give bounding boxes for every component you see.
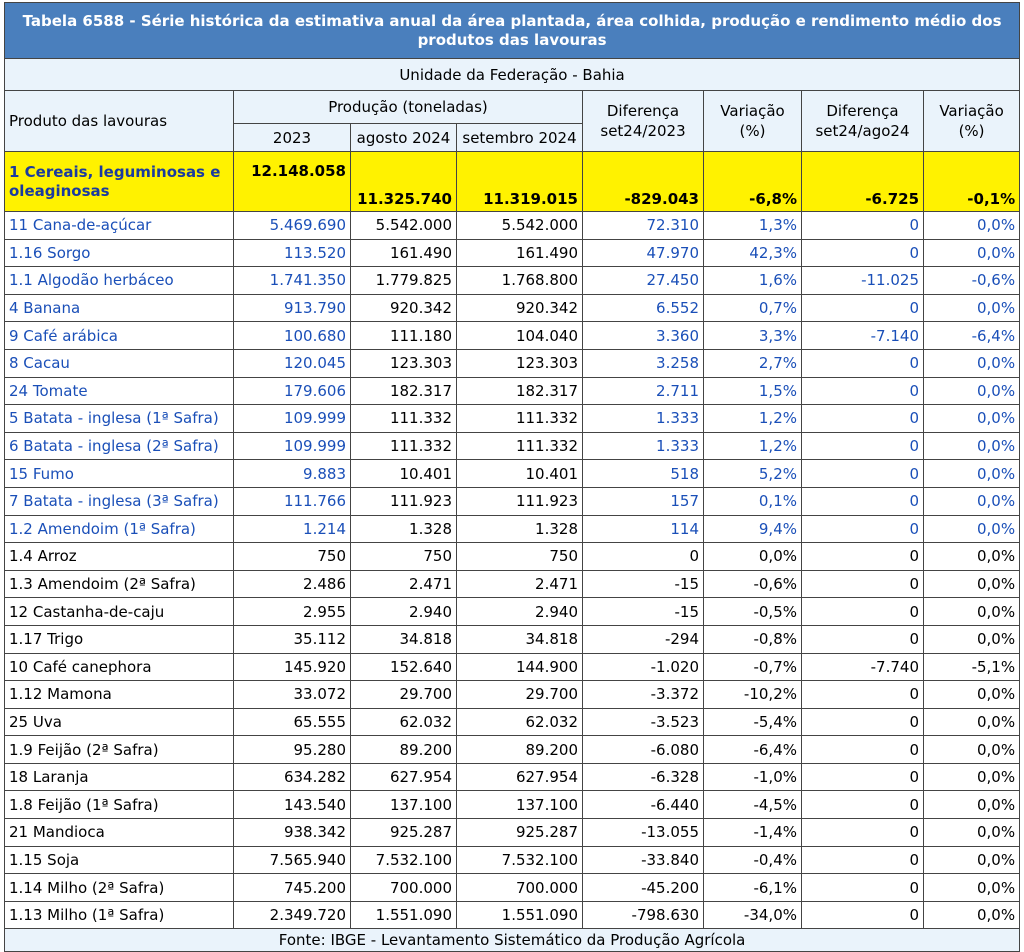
cell-value-sep-2024: 182.317 — [457, 377, 583, 405]
table-row — [5, 349, 1020, 377]
cell-variation-ago24: 0,0% — [924, 819, 1020, 847]
cell-value-sep-2024: 10.401 — [457, 460, 583, 488]
cell-value-aug-2024: 1.779.825 — [351, 267, 457, 295]
cell-diff-ago24: 0 — [802, 377, 924, 405]
cell-value-sep-2024: 925.287 — [457, 819, 583, 847]
cell-variation-2023: -6,4% — [704, 736, 802, 764]
cell-variation-ago24: 0,0% — [924, 239, 1020, 267]
cell-value-sep-2024: 111.332 — [457, 405, 583, 433]
header-product: Produto das lavouras — [5, 91, 234, 152]
cell-variation-ago24: 0,0% — [924, 846, 1020, 874]
cell-diff-2023: 3.258 — [583, 349, 704, 377]
cell-product: 1.13 Milho (1ª Safra) — [5, 901, 234, 929]
cell-product: 1.2 Amendoim (1ª Safra) — [5, 515, 234, 543]
cell-diff-2023: -15 — [583, 598, 704, 626]
cell-diff-ago24: 0 — [802, 515, 924, 543]
cell-product: 1.3 Amendoim (2ª Safra) — [5, 570, 234, 598]
cell-value-2023: 65.555 — [234, 708, 351, 736]
cell-product: 21 Mandioca — [5, 819, 234, 847]
table-row — [5, 515, 1020, 543]
cell-value-2023: 111.766 — [234, 487, 351, 515]
cell-variation-ago24: 0,0% — [924, 543, 1020, 571]
table-row — [5, 460, 1020, 488]
cell-variation-2023: -1,0% — [704, 763, 802, 791]
cell-variation-2023: 2,7% — [704, 349, 802, 377]
table-row — [5, 405, 1020, 433]
cell-value-sep-2024: 700.000 — [457, 874, 583, 902]
cell-value-sep-2024: 7.532.100 — [457, 846, 583, 874]
cell-value-aug-2024: 62.032 — [351, 708, 457, 736]
cell-diff-2023: 72.310 — [583, 212, 704, 240]
table-row — [5, 708, 1020, 736]
cell-value-2023: 179.606 — [234, 377, 351, 405]
cell-variation-2023: -0,5% — [704, 598, 802, 626]
cell-product: 18 Laranja — [5, 763, 234, 791]
table-row — [5, 377, 1020, 405]
cell-value-aug-2024: 7.532.100 — [351, 846, 457, 874]
cell-value-2023: 1.214 — [234, 515, 351, 543]
header-production: Produção (toneladas) — [234, 91, 583, 124]
cell-diff-ago24: 0 — [802, 708, 924, 736]
table-row — [5, 681, 1020, 709]
cell-value-sep-2024: 111.332 — [457, 432, 583, 460]
cell-value-sep-2024: 144.900 — [457, 653, 583, 681]
cell-variation-ago24: 0,0% — [924, 625, 1020, 653]
cell-value-sep-2024: 5.542.000 — [457, 212, 583, 240]
cell-variation-2023: 1,2% — [704, 432, 802, 460]
cell-value-2023: 5.469.690 — [234, 212, 351, 240]
cell-value-aug-2024: 111.332 — [351, 405, 457, 433]
cell-variation-ago24: 0,0% — [924, 736, 1020, 764]
cell-product: 1.16 Sorgo — [5, 239, 234, 267]
highlight-sep-2024: 11.319.015 — [457, 152, 583, 212]
table-subtitle: Unidade da Federação - Bahia — [5, 59, 1020, 91]
cell-value-aug-2024: 700.000 — [351, 874, 457, 902]
cell-value-2023: 109.999 — [234, 405, 351, 433]
cell-value-sep-2024: 750 — [457, 543, 583, 571]
cell-value-aug-2024: 5.542.000 — [351, 212, 457, 240]
table-row — [5, 294, 1020, 322]
cell-product: 6 Batata - inglesa (2ª Safra) — [5, 432, 234, 460]
cell-value-sep-2024: 123.303 — [457, 349, 583, 377]
cell-product: 4 Banana — [5, 294, 234, 322]
cell-value-aug-2024: 1.328 — [351, 515, 457, 543]
cell-value-sep-2024: 104.040 — [457, 322, 583, 350]
cell-value-2023: 2.486 — [234, 570, 351, 598]
cell-diff-2023: -6.328 — [583, 763, 704, 791]
cell-value-sep-2024: 161.490 — [457, 239, 583, 267]
cell-variation-2023: -0,7% — [704, 653, 802, 681]
cell-product: 1.4 Arroz — [5, 543, 234, 571]
production-table — [4, 2, 1020, 952]
cell-value-sep-2024: 1.328 — [457, 515, 583, 543]
cell-value-2023: 7.565.940 — [234, 846, 351, 874]
cell-diff-2023: -45.200 — [583, 874, 704, 902]
cell-diff-ago24: 0 — [802, 487, 924, 515]
cell-variation-ago24: 0,0% — [924, 763, 1020, 791]
cell-variation-ago24: 0,0% — [924, 349, 1020, 377]
table-row — [5, 653, 1020, 681]
header-variation-ago24: Variação (%) — [924, 91, 1020, 152]
cell-value-2023: 120.045 — [234, 349, 351, 377]
cell-variation-ago24: 0,0% — [924, 212, 1020, 240]
cell-diff-2023: -15 — [583, 570, 704, 598]
table-row — [5, 846, 1020, 874]
cell-variation-2023: 1,6% — [704, 267, 802, 295]
cell-value-aug-2024: 123.303 — [351, 349, 457, 377]
table-row — [5, 322, 1020, 350]
cell-value-aug-2024: 111.923 — [351, 487, 457, 515]
highlight-variation-2023: -6,8% — [704, 152, 802, 212]
table-row — [5, 901, 1020, 929]
cell-diff-ago24: 0 — [802, 819, 924, 847]
cell-product: 10 Café canephora — [5, 653, 234, 681]
cell-variation-2023: 42,3% — [704, 239, 802, 267]
cell-product: 11 Cana-de-açúcar — [5, 212, 234, 240]
cell-diff-ago24: 0 — [802, 874, 924, 902]
cell-diff-ago24: 0 — [802, 543, 924, 571]
header-2023: 2023 — [234, 124, 351, 152]
cell-diff-ago24: 0 — [802, 239, 924, 267]
cell-variation-ago24: 0,0% — [924, 487, 1020, 515]
header-aug-2024: agosto 2024 — [351, 124, 457, 152]
cell-diff-2023: -798.630 — [583, 901, 704, 929]
cell-value-2023: 938.342 — [234, 819, 351, 847]
header-variation-2023: Variação (%) — [704, 91, 802, 152]
cell-value-sep-2024: 29.700 — [457, 681, 583, 709]
table-row — [5, 570, 1020, 598]
cell-value-2023: 2.349.720 — [234, 901, 351, 929]
cell-value-aug-2024: 1.551.090 — [351, 901, 457, 929]
cell-diff-2023: 6.552 — [583, 294, 704, 322]
cell-diff-ago24: 0 — [802, 901, 924, 929]
cell-diff-2023: 1.333 — [583, 432, 704, 460]
cell-value-2023: 745.200 — [234, 874, 351, 902]
cell-diff-ago24: 0 — [802, 212, 924, 240]
cell-diff-ago24: 0 — [802, 791, 924, 819]
cell-diff-2023: -3.372 — [583, 681, 704, 709]
cell-diff-ago24: 0 — [802, 432, 924, 460]
cell-product: 5 Batata - inglesa (1ª Safra) — [5, 405, 234, 433]
cell-diff-ago24: 0 — [802, 294, 924, 322]
cell-variation-ago24: 0,0% — [924, 570, 1020, 598]
cell-value-2023: 634.282 — [234, 763, 351, 791]
cell-value-aug-2024: 111.180 — [351, 322, 457, 350]
cell-diff-2023: -1.020 — [583, 653, 704, 681]
cell-value-2023: 9.883 — [234, 460, 351, 488]
cell-product: 1.12 Mamona — [5, 681, 234, 709]
cell-product: 1.8 Feijão (1ª Safra) — [5, 791, 234, 819]
table-row — [5, 874, 1020, 902]
table-row — [5, 763, 1020, 791]
cell-value-2023: 35.112 — [234, 625, 351, 653]
cell-diff-ago24: -7.140 — [802, 322, 924, 350]
cell-diff-ago24: 0 — [802, 763, 924, 791]
cell-value-sep-2024: 627.954 — [457, 763, 583, 791]
cell-diff-2023: 114 — [583, 515, 704, 543]
table-row — [5, 432, 1020, 460]
cell-diff-2023: 47.970 — [583, 239, 704, 267]
cell-value-aug-2024: 2.471 — [351, 570, 457, 598]
cell-diff-ago24: -7.740 — [802, 653, 924, 681]
cell-value-sep-2024: 920.342 — [457, 294, 583, 322]
cell-diff-2023: -33.840 — [583, 846, 704, 874]
header-diff-2023: Diferença set24/2023 — [583, 91, 704, 152]
cell-variation-2023: 1,3% — [704, 212, 802, 240]
cell-diff-2023: -6.440 — [583, 791, 704, 819]
cell-variation-2023: -4,5% — [704, 791, 802, 819]
cell-variation-2023: 9,4% — [704, 515, 802, 543]
cell-product: 12 Castanha-de-caju — [5, 598, 234, 626]
cell-variation-ago24: 0,0% — [924, 874, 1020, 902]
cell-diff-ago24: 0 — [802, 736, 924, 764]
cell-value-aug-2024: 89.200 — [351, 736, 457, 764]
cell-variation-2023: 0,0% — [704, 543, 802, 571]
cell-value-2023: 109.999 — [234, 432, 351, 460]
cell-variation-2023: -0,6% — [704, 570, 802, 598]
table-row — [5, 487, 1020, 515]
header-diff-ago24: Diferença set24/ago24 — [802, 91, 924, 152]
cell-variation-ago24: 0,0% — [924, 681, 1020, 709]
cell-diff-ago24: -11.025 — [802, 267, 924, 295]
cell-value-sep-2024: 111.923 — [457, 487, 583, 515]
cell-product: 1.17 Trigo — [5, 625, 234, 653]
cell-variation-ago24: -0,6% — [924, 267, 1020, 295]
cell-variation-ago24: 0,0% — [924, 405, 1020, 433]
cell-value-2023: 113.520 — [234, 239, 351, 267]
highlight-diff-ago24: -6.725 — [802, 152, 924, 212]
cell-variation-2023: 0,1% — [704, 487, 802, 515]
cell-product: 8 Cacau — [5, 349, 234, 377]
cell-variation-2023: 5,2% — [704, 460, 802, 488]
highlight-row — [5, 152, 1020, 212]
cell-value-2023: 100.680 — [234, 322, 351, 350]
cell-product: 1.14 Milho (2ª Safra) — [5, 874, 234, 902]
cell-variation-2023: 1,5% — [704, 377, 802, 405]
cell-product: 25 Uva — [5, 708, 234, 736]
cell-diff-2023: 518 — [583, 460, 704, 488]
cell-diff-2023: 27.450 — [583, 267, 704, 295]
highlight-product: 1 Cereais, leguminosas e oleaginosas — [5, 152, 234, 212]
cell-value-aug-2024: 182.317 — [351, 377, 457, 405]
cell-diff-2023: -3.523 — [583, 708, 704, 736]
cell-value-aug-2024: 137.100 — [351, 791, 457, 819]
table-row — [5, 212, 1020, 240]
cell-variation-ago24: -5,1% — [924, 653, 1020, 681]
cell-diff-ago24: 0 — [802, 405, 924, 433]
cell-variation-ago24: 0,0% — [924, 708, 1020, 736]
cell-value-2023: 1.741.350 — [234, 267, 351, 295]
cell-value-aug-2024: 920.342 — [351, 294, 457, 322]
cell-variation-2023: -0,4% — [704, 846, 802, 874]
cell-variation-ago24: 0,0% — [924, 460, 1020, 488]
cell-diff-ago24: 0 — [802, 625, 924, 653]
cell-variation-ago24: 0,0% — [924, 377, 1020, 405]
table-footer: Fonte: IBGE - Levantamento Sistemático da Produção Agrícola — [5, 929, 1020, 952]
cell-value-aug-2024: 925.287 — [351, 819, 457, 847]
table-row — [5, 267, 1020, 295]
cell-value-aug-2024: 34.818 — [351, 625, 457, 653]
table-row — [5, 791, 1020, 819]
cell-diff-2023: 157 — [583, 487, 704, 515]
cell-diff-2023: 1.333 — [583, 405, 704, 433]
cell-diff-2023: 2.711 — [583, 377, 704, 405]
cell-variation-2023: 3,3% — [704, 322, 802, 350]
cell-value-aug-2024: 2.940 — [351, 598, 457, 626]
highlight-variation-ago24: -0,1% — [924, 152, 1020, 212]
cell-value-2023: 750 — [234, 543, 351, 571]
table-row — [5, 736, 1020, 764]
cell-value-2023: 95.280 — [234, 736, 351, 764]
table-title: Tabela 6588 - Série histórica da estimativa anual da área plantada, área colhida, produção e rendimento médio dos produtos das lavouras — [5, 3, 1020, 59]
cell-diff-2023: 3.360 — [583, 322, 704, 350]
highlight-aug-2024: 11.325.740 — [351, 152, 457, 212]
highlight-diff-2023: -829.043 — [583, 152, 704, 212]
cell-value-sep-2024: 137.100 — [457, 791, 583, 819]
cell-diff-ago24: 0 — [802, 598, 924, 626]
cell-value-sep-2024: 2.471 — [457, 570, 583, 598]
cell-value-sep-2024: 34.818 — [457, 625, 583, 653]
table-row — [5, 543, 1020, 571]
cell-variation-ago24: -6,4% — [924, 322, 1020, 350]
cell-variation-2023: -5,4% — [704, 708, 802, 736]
cell-value-sep-2024: 62.032 — [457, 708, 583, 736]
cell-variation-2023: -0,8% — [704, 625, 802, 653]
cell-product: 1.1 Algodão herbáceo — [5, 267, 234, 295]
cell-diff-ago24: 0 — [802, 846, 924, 874]
cell-value-sep-2024: 1.768.800 — [457, 267, 583, 295]
cell-product: 1.15 Soja — [5, 846, 234, 874]
cell-variation-2023: -34,0% — [704, 901, 802, 929]
cell-variation-2023: -10,2% — [704, 681, 802, 709]
cell-product: 7 Batata - inglesa (3ª Safra) — [5, 487, 234, 515]
cell-diff-2023: -6.080 — [583, 736, 704, 764]
cell-value-sep-2024: 2.940 — [457, 598, 583, 626]
cell-value-aug-2024: 750 — [351, 543, 457, 571]
table-row — [5, 598, 1020, 626]
highlight-2023: 12.148.058 — [234, 152, 351, 212]
cell-variation-ago24: 0,0% — [924, 791, 1020, 819]
cell-product: 15 Fumo — [5, 460, 234, 488]
cell-product: 24 Tomate — [5, 377, 234, 405]
cell-variation-ago24: 0,0% — [924, 598, 1020, 626]
cell-value-sep-2024: 89.200 — [457, 736, 583, 764]
cell-diff-ago24: 0 — [802, 349, 924, 377]
cell-value-2023: 33.072 — [234, 681, 351, 709]
cell-diff-2023: 0 — [583, 543, 704, 571]
cell-value-2023: 143.540 — [234, 791, 351, 819]
cell-value-aug-2024: 152.640 — [351, 653, 457, 681]
cell-value-sep-2024: 1.551.090 — [457, 901, 583, 929]
cell-diff-ago24: 0 — [802, 681, 924, 709]
cell-value-2023: 2.955 — [234, 598, 351, 626]
cell-diff-ago24: 0 — [802, 460, 924, 488]
table-row — [5, 239, 1020, 267]
cell-product: 1.9 Feijão (2ª Safra) — [5, 736, 234, 764]
cell-variation-ago24: 0,0% — [924, 294, 1020, 322]
cell-value-aug-2024: 161.490 — [351, 239, 457, 267]
cell-variation-2023: 0,7% — [704, 294, 802, 322]
cell-diff-2023: -294 — [583, 625, 704, 653]
cell-value-2023: 913.790 — [234, 294, 351, 322]
cell-variation-ago24: 0,0% — [924, 515, 1020, 543]
cell-variation-2023: -6,1% — [704, 874, 802, 902]
cell-diff-2023: -13.055 — [583, 819, 704, 847]
cell-variation-2023: 1,2% — [704, 405, 802, 433]
cell-product: 9 Café arábica — [5, 322, 234, 350]
table-row — [5, 625, 1020, 653]
cell-value-aug-2024: 627.954 — [351, 763, 457, 791]
cell-value-aug-2024: 10.401 — [351, 460, 457, 488]
cell-value-aug-2024: 29.700 — [351, 681, 457, 709]
cell-diff-ago24: 0 — [802, 570, 924, 598]
cell-value-2023: 145.920 — [234, 653, 351, 681]
table-row — [5, 819, 1020, 847]
cell-variation-ago24: 0,0% — [924, 432, 1020, 460]
cell-value-aug-2024: 111.332 — [351, 432, 457, 460]
cell-variation-ago24: 0,0% — [924, 901, 1020, 929]
header-sep-2024: setembro 2024 — [457, 124, 583, 152]
cell-variation-2023: -1,4% — [704, 819, 802, 847]
